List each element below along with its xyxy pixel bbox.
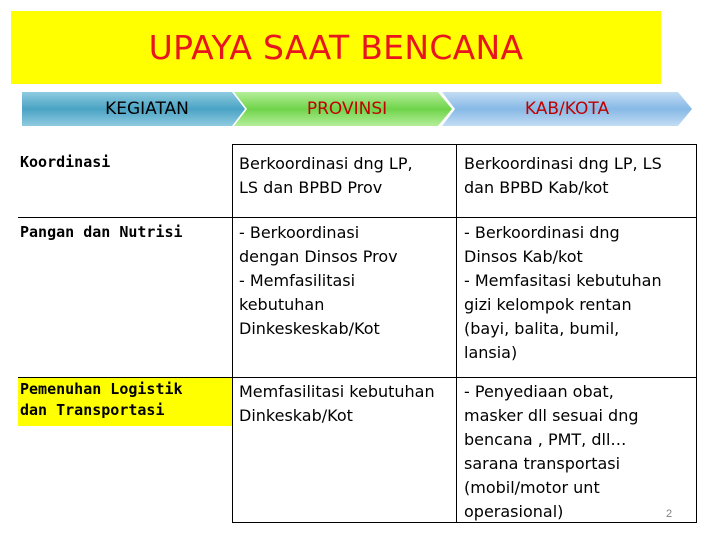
title-banner (11, 11, 661, 84)
row-pangan-provinsi: - Berkoordinasi dengan Dinsos Prov - Memfasilitasi kebutuhan Dinkeskeskab/Kot (239, 223, 398, 338)
header-provinsi: PROVINSI (306, 99, 388, 119)
header-kabkota: KAB/KOTA (524, 99, 610, 119)
row-koordinasi-kegiatan: Koordinasi (20, 153, 111, 171)
row-pangan-kegiatan: Pangan dan Nutrisi (20, 223, 183, 241)
page-title: UPAYA SAAT BENCANA (148, 28, 524, 67)
row-logistik-kegiatan: Pemenuhan Logistik dan Transportasi (20, 380, 183, 419)
row-pangan-kabkota: - Berkoordinasi dng Dinsos Kab/kot - Memfasitasi kebutuhan gizi kelompok rentan (bayi, balita, bumil, lansia) (464, 223, 662, 362)
page-number: 2 (666, 508, 673, 520)
row-logistik-kabkota: - Penyediaan obat, masker dll sesuai dng bencana , PMT, dll… sarana transportasi (mobil/motor unt operasional) (464, 382, 639, 521)
row-koordinasi-provinsi: Berkoordinasi dng LP, LS dan BPBD Prov (239, 154, 413, 197)
header-kegiatan: KEGIATAN (105, 99, 189, 119)
row-koordinasi-kabkota: Berkoordinasi dng LP, LS dan BPBD Kab/kot (464, 154, 662, 197)
row-logistik-provinsi: Memfasilitasi kebutuhan Dinkeskab/Kot (239, 382, 435, 425)
